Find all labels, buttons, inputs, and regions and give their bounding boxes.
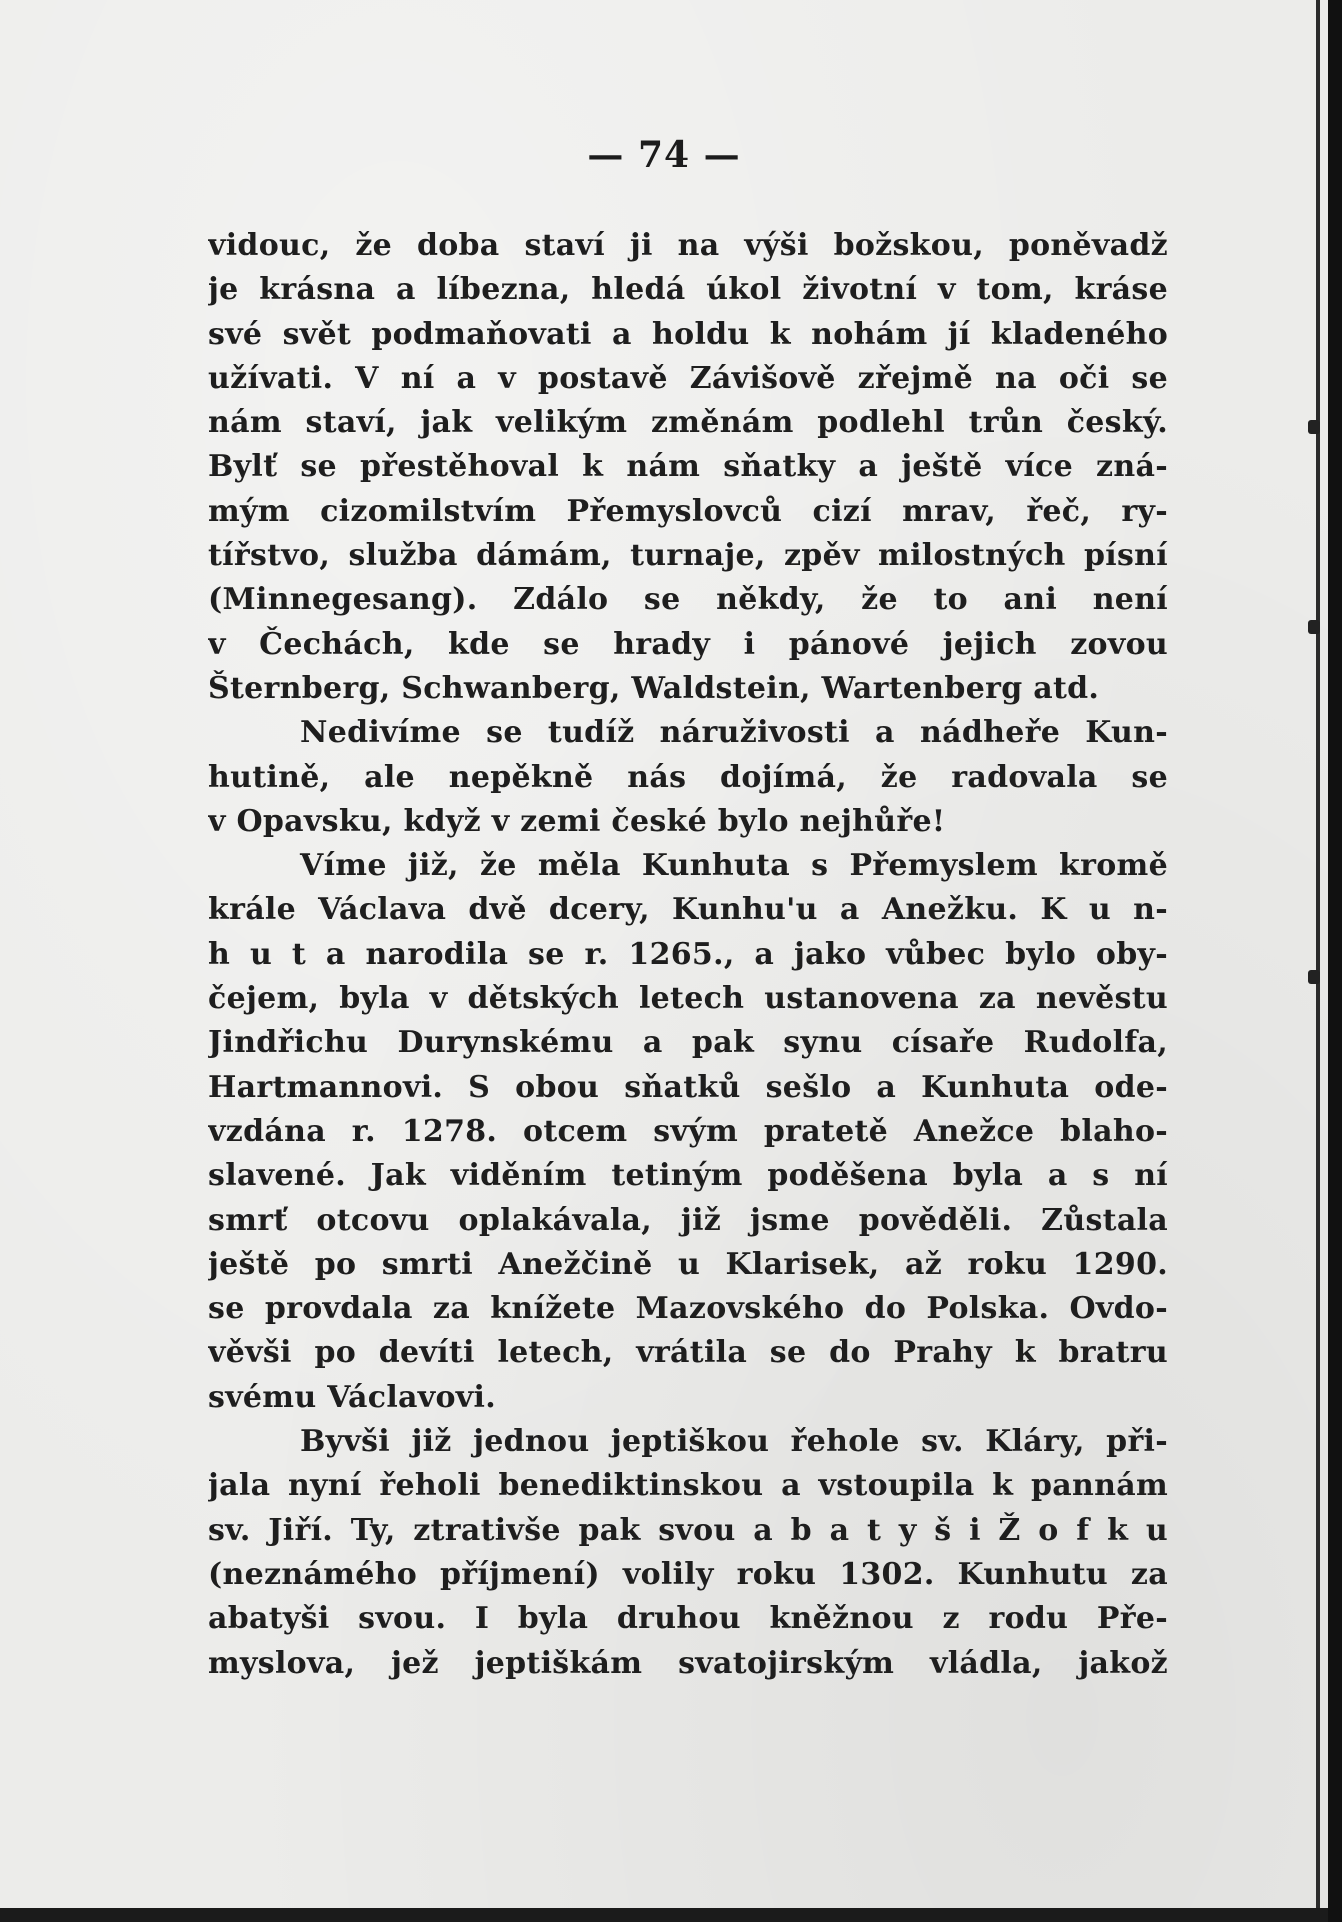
text-line: krále Václava dvě dcery, Kunhu'u a Anežku. K u n-	[208, 892, 1168, 928]
paragraph-first-line: Víme již, že měla Kunhuta s Přemyslem kromě	[300, 848, 1168, 884]
text-line: sv. Jiří. Ty, ztrativše pak svou a b a t y š i Ž o f k u	[208, 1512, 1168, 1548]
text-line: (Minnegesang). Zdálo se někdy, že to ani není	[208, 582, 1168, 618]
text-line: věvši po devíti letech, vrátila se do Prahy k bratru	[208, 1335, 1168, 1371]
body-text	[208, 224, 1168, 1686]
text-line: abatyši svou. I byla druhou kněžnou z rodu Pře-	[208, 1601, 1168, 1637]
text-line: tířstvo, služba dámám, turnaje, zpěv milostných písní	[208, 538, 1168, 574]
text-line: Hartmannovi. S obou sňatků sešlo a Kunhuta ode-	[208, 1069, 1168, 1105]
text-line: Bylť se přestěhoval k nám sňatky a ještě více zná-	[208, 449, 1168, 485]
text-line: Šternberg, Schwanberg, Waldstein, Wartenberg atd.	[208, 670, 1100, 706]
text-line: hutině, ale nepěkně nás dojímá, že radovala se	[208, 759, 1168, 795]
text-line: (neznámého příjmení) volily roku 1302. Kunhutu za	[208, 1556, 1168, 1592]
text-line: svému Václavovi.	[208, 1379, 496, 1415]
binding-mark	[1308, 970, 1320, 984]
text-line: vidouc, že doba staví ji na výši božskou, poněvadž	[208, 228, 1168, 263]
paragraph-first-line: Nedivíme se tudíž náruživosti a nádheře Kun-	[300, 715, 1168, 751]
text-line: v Opavsku, když v zemi české bylo nejhůře!	[208, 803, 946, 839]
text-line: užívati. V ní a v postavě Závišově zřejmě na oči se	[208, 360, 1168, 396]
text-line: čejem, byla v dětských letech ustanovena za nevěstu	[208, 981, 1168, 1017]
text-line: h u t a narodila se r. 1265., a jako vůbec bylo oby-	[208, 936, 1168, 972]
text-line: Jindřichu Durynskému a pak synu císaře Rudolfa,	[208, 1025, 1168, 1061]
text-line: své svět podmaňovati a holdu k nohám jí kladeného	[208, 316, 1168, 352]
text-line: se provdala za knížete Mazovského do Polska. Ovdo-	[208, 1291, 1168, 1327]
text-line: v Čechách, kde se hrady i pánové jejich zovou	[208, 626, 1168, 662]
text-line: ještě po smrti Anežčině u Klarisek, až roku 1290.	[208, 1246, 1168, 1282]
binding-mark	[1308, 420, 1320, 434]
text-line: nám staví, jak velikým změnám podlehl trůn český.	[208, 405, 1168, 441]
page-edge	[1328, 0, 1342, 1922]
binding-mark	[1308, 620, 1320, 634]
text-line: je krásna a líbezna, hledá úkol životní v tom, kráse	[208, 272, 1168, 308]
page-number: — 74 —	[587, 134, 741, 176]
text-line: jala nyní řeholi benediktinskou a vstoupila k pannám	[208, 1468, 1168, 1504]
text-line: mým cizomilstvím Přemyslovců cizí mrav, řeč, ry-	[208, 493, 1168, 529]
text-line: smrť otcovu oplakávala, již jsme pověděli. Zůstala	[208, 1202, 1168, 1238]
text-line: vzdána r. 1278. otcem svým pratetě Anežce blaho-	[208, 1113, 1168, 1149]
text-line: myslova, jež jeptiškám svatojirským vládla, jakož	[208, 1645, 1168, 1681]
binding-line	[1316, 0, 1320, 1908]
paragraph-first-line: Byvši již jednou jeptiškou řeholе sv. Kláry, při-	[300, 1424, 1168, 1460]
text-line: slavené. Jak viděním tetiným poděšena byla a s ní	[208, 1158, 1168, 1194]
